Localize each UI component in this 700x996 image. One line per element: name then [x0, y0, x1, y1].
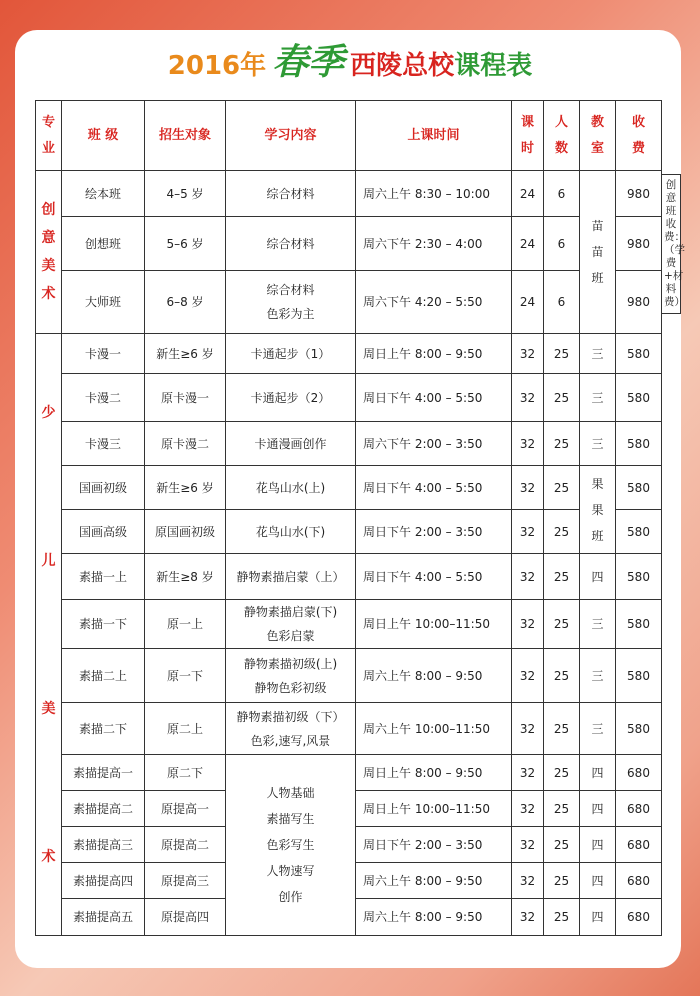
header-row [36, 101, 662, 171]
fee-cell: 580 [616, 554, 662, 600]
hours-cell: 24 [512, 217, 544, 271]
time-cell: 周六上午 10:00–11:50 [356, 703, 512, 755]
time-cell: 周六下午 2:30 – 4:00 [356, 217, 512, 271]
people-cell: 25 [544, 600, 580, 649]
room-cell: 三 [580, 703, 616, 755]
target-cell: 原提高三 [145, 863, 226, 899]
class-name-cell: 国画高级 [62, 510, 145, 554]
time-cell: 周日上午 10:00–11:50 [356, 600, 512, 649]
time-cell: 周日上午 10:00–11:50 [356, 791, 512, 827]
header-target: 招生对象 [145, 101, 226, 171]
people-cell: 25 [544, 703, 580, 755]
content-line: 卡通起步（1） [250, 346, 331, 361]
page-title [0, 34, 700, 85]
target-cell: 原二上 [145, 703, 226, 755]
content-cell [226, 422, 356, 466]
fee-cell: 580 [616, 334, 662, 374]
room-cell: 四 [580, 899, 616, 936]
room-cell: 三 [580, 374, 616, 422]
target-cell: 原卡漫二 [145, 422, 226, 466]
room-cell: 三 [580, 422, 616, 466]
target-cell: 原国画初级 [145, 510, 226, 554]
header-class: 班 级 [62, 101, 145, 171]
header-fee: 收费 [616, 101, 662, 171]
fee-cell: 580 [616, 703, 662, 755]
table-row [36, 374, 662, 422]
content-line: 人物速写 [266, 864, 315, 878]
hours-cell: 24 [512, 271, 544, 334]
major-creative-art: 创意美术 [36, 171, 62, 334]
title-school: 西陵总校 [350, 51, 455, 81]
hours-cell: 32 [512, 863, 544, 899]
people-cell: 25 [544, 334, 580, 374]
time-cell: 周日下午 4:00 – 5:50 [356, 374, 512, 422]
room-cell: 三 [580, 334, 616, 374]
room-cell: 四 [580, 791, 616, 827]
content-line: 综合材料 [266, 186, 315, 201]
hours-cell: 32 [512, 374, 544, 422]
title-year: 2016年 [167, 51, 267, 81]
major-kids-art: 少儿美术 [36, 334, 62, 936]
people-cell: 25 [544, 422, 580, 466]
people-cell: 25 [544, 466, 580, 510]
class-name-cell: 素描二上 [62, 649, 145, 703]
content-cell [226, 649, 356, 703]
people-cell: 25 [544, 863, 580, 899]
class-name-cell: 素描提高一 [62, 755, 145, 791]
hours-cell: 32 [512, 422, 544, 466]
fee-cell: 980 [616, 217, 662, 271]
table-row [36, 649, 662, 703]
hours-cell: 32 [512, 334, 544, 374]
fee-cell: 580 [616, 466, 662, 510]
target-cell: 原一下 [145, 649, 226, 703]
content-line: 花鸟山水(上) [255, 480, 326, 495]
content-cell [226, 271, 356, 334]
content-line: 静物素描启蒙(下) [243, 605, 338, 619]
content-line: 静物素描启蒙（上） [236, 569, 345, 584]
time-cell: 周日上午 8:00 – 9:50 [356, 334, 512, 374]
hours-cell: 32 [512, 899, 544, 936]
content-line: 静物色彩初级 [254, 680, 327, 695]
header-major: 专业 [36, 101, 62, 171]
hours-cell: 32 [512, 827, 544, 863]
class-name-cell: 绘本班 [62, 171, 145, 217]
content-line: 素描写生 [266, 812, 315, 826]
content-line: 综合材料 [266, 236, 315, 251]
content-cell [226, 554, 356, 600]
class-name-cell: 卡漫三 [62, 422, 145, 466]
content-cell [226, 171, 356, 217]
hours-cell: 24 [512, 171, 544, 217]
hours-cell: 32 [512, 466, 544, 510]
hours-cell: 32 [512, 510, 544, 554]
content-line: 卡通漫画创作 [254, 436, 327, 451]
table-row [36, 554, 662, 600]
fee-cell: 580 [616, 649, 662, 703]
table-row [36, 217, 662, 271]
time-cell: 周六上午 8:00 – 9:50 [356, 863, 512, 899]
hours-cell: 32 [512, 649, 544, 703]
fee-cell: 580 [616, 600, 662, 649]
hours-cell: 32 [512, 791, 544, 827]
class-name-cell: 素描提高五 [62, 899, 145, 936]
target-cell: 5–6 岁 [145, 217, 226, 271]
content-line: 卡通起步（2） [250, 390, 331, 405]
fee-cell: 680 [616, 899, 662, 936]
time-cell: 周六下午 2:00 – 3:50 [356, 422, 512, 466]
table-row [36, 422, 662, 466]
fee-cell: 980 [616, 271, 662, 334]
table-row [36, 510, 662, 554]
table-row [36, 755, 662, 791]
fee-cell: 680 [616, 827, 662, 863]
people-cell: 25 [544, 755, 580, 791]
fee-cell: 580 [616, 510, 662, 554]
content-cell [226, 600, 356, 649]
fee-cell: 580 [616, 422, 662, 466]
table-row [36, 703, 662, 755]
target-cell: 原二下 [145, 755, 226, 791]
fee-cell: 680 [616, 755, 662, 791]
content-line: 人物基础 [266, 786, 315, 800]
room-cell: 四 [580, 554, 616, 600]
room-cell: 三 [580, 600, 616, 649]
people-cell: 6 [544, 271, 580, 334]
header-time: 上课时间 [356, 101, 512, 171]
people-cell: 25 [544, 554, 580, 600]
class-name-cell: 大师班 [62, 271, 145, 334]
target-cell: 新生≥8 岁 [145, 554, 226, 600]
target-cell: 原卡漫一 [145, 374, 226, 422]
room-cell: 四 [580, 863, 616, 899]
content-cell [226, 334, 356, 374]
target-cell: 新生≥6 岁 [145, 466, 226, 510]
target-cell: 6–8 岁 [145, 271, 226, 334]
target-cell: 原提高四 [145, 899, 226, 936]
content-line: 色彩启蒙 [266, 629, 315, 643]
table-row [36, 271, 662, 334]
room-cell: 三 [580, 649, 616, 703]
header-hours: 课时 [512, 101, 544, 171]
content-cell [226, 510, 356, 554]
people-cell: 25 [544, 791, 580, 827]
class-name-cell: 素描提高四 [62, 863, 145, 899]
content-cell [226, 217, 356, 271]
class-name-cell: 素描一下 [62, 600, 145, 649]
fee-cell: 680 [616, 791, 662, 827]
hours-cell: 32 [512, 703, 544, 755]
people-cell: 25 [544, 510, 580, 554]
content-line: 色彩为主 [266, 307, 315, 321]
title-course: 课程表 [454, 51, 533, 81]
table-row [36, 334, 662, 374]
people-cell: 25 [544, 374, 580, 422]
time-cell: 周六上午 8:00 – 9:50 [356, 649, 512, 703]
class-name-cell: 素描二下 [62, 703, 145, 755]
room-miaomiao-cell: 苗苗班 [580, 171, 616, 334]
time-cell: 周六上午 8:00 – 9:50 [356, 899, 512, 936]
people-cell: 6 [544, 217, 580, 271]
fee-cell: 980 [616, 171, 662, 217]
class-name-cell: 素描提高三 [62, 827, 145, 863]
class-name-cell: 卡漫一 [62, 334, 145, 374]
hours-cell: 32 [512, 554, 544, 600]
room-guoguo-cell: 果果班 [580, 466, 616, 554]
content-line: 静物素描初级（下） [236, 709, 345, 724]
time-cell: 周日下午 4:00 – 5:50 [356, 554, 512, 600]
table-row [36, 171, 662, 217]
content-cell [226, 703, 356, 755]
hours-cell: 32 [512, 600, 544, 649]
target-cell: 原一上 [145, 600, 226, 649]
class-name-cell: 卡漫二 [62, 374, 145, 422]
header-room: 教室 [580, 101, 616, 171]
people-cell: 25 [544, 899, 580, 936]
content-cell [226, 466, 356, 510]
title-spring: 春季 [272, 42, 345, 83]
header-content: 学习内容 [226, 101, 356, 171]
time-cell: 周日上午 8:00 – 9:50 [356, 755, 512, 791]
people-cell: 25 [544, 827, 580, 863]
schedule-table [35, 100, 662, 936]
class-name-cell: 国画初级 [62, 466, 145, 510]
people-cell: 6 [544, 171, 580, 217]
room-cell: 四 [580, 755, 616, 791]
hours-cell: 32 [512, 755, 544, 791]
target-cell: 原提高一 [145, 791, 226, 827]
content-line: 综合材料 [266, 283, 315, 297]
time-cell: 周六下午 4:20 – 5:50 [356, 271, 512, 334]
content-line: 色彩写生 [266, 838, 315, 852]
class-name-cell: 素描一上 [62, 554, 145, 600]
creative-fee-note: 创意班收费：（学费+材料费） [661, 174, 681, 314]
target-cell: 原提高二 [145, 827, 226, 863]
fee-cell: 680 [616, 863, 662, 899]
content-line: 花鸟山水(下) [255, 524, 326, 539]
target-cell: 4–5 岁 [145, 171, 226, 217]
table-row [36, 600, 662, 649]
class-name-cell: 素描提高二 [62, 791, 145, 827]
time-cell: 周日下午 2:00 – 3:50 [356, 827, 512, 863]
content-line: 创作 [278, 890, 303, 904]
fee-cell: 580 [616, 374, 662, 422]
target-cell: 新生≥6 岁 [145, 334, 226, 374]
time-cell: 周日下午 4:00 – 5:50 [356, 466, 512, 510]
people-cell: 25 [544, 649, 580, 703]
header-people: 人数 [544, 101, 580, 171]
class-name-cell: 创想班 [62, 217, 145, 271]
time-cell: 周六上午 8:30 – 10:00 [356, 171, 512, 217]
content-line: 色彩,速写,风景 [250, 733, 331, 748]
room-cell: 四 [580, 827, 616, 863]
shared-content-cell [226, 755, 356, 936]
table-row [36, 466, 662, 510]
content-cell [226, 374, 356, 422]
content-line: 静物素描初级(上) [243, 656, 338, 671]
time-cell: 周日下午 2:00 – 3:50 [356, 510, 512, 554]
